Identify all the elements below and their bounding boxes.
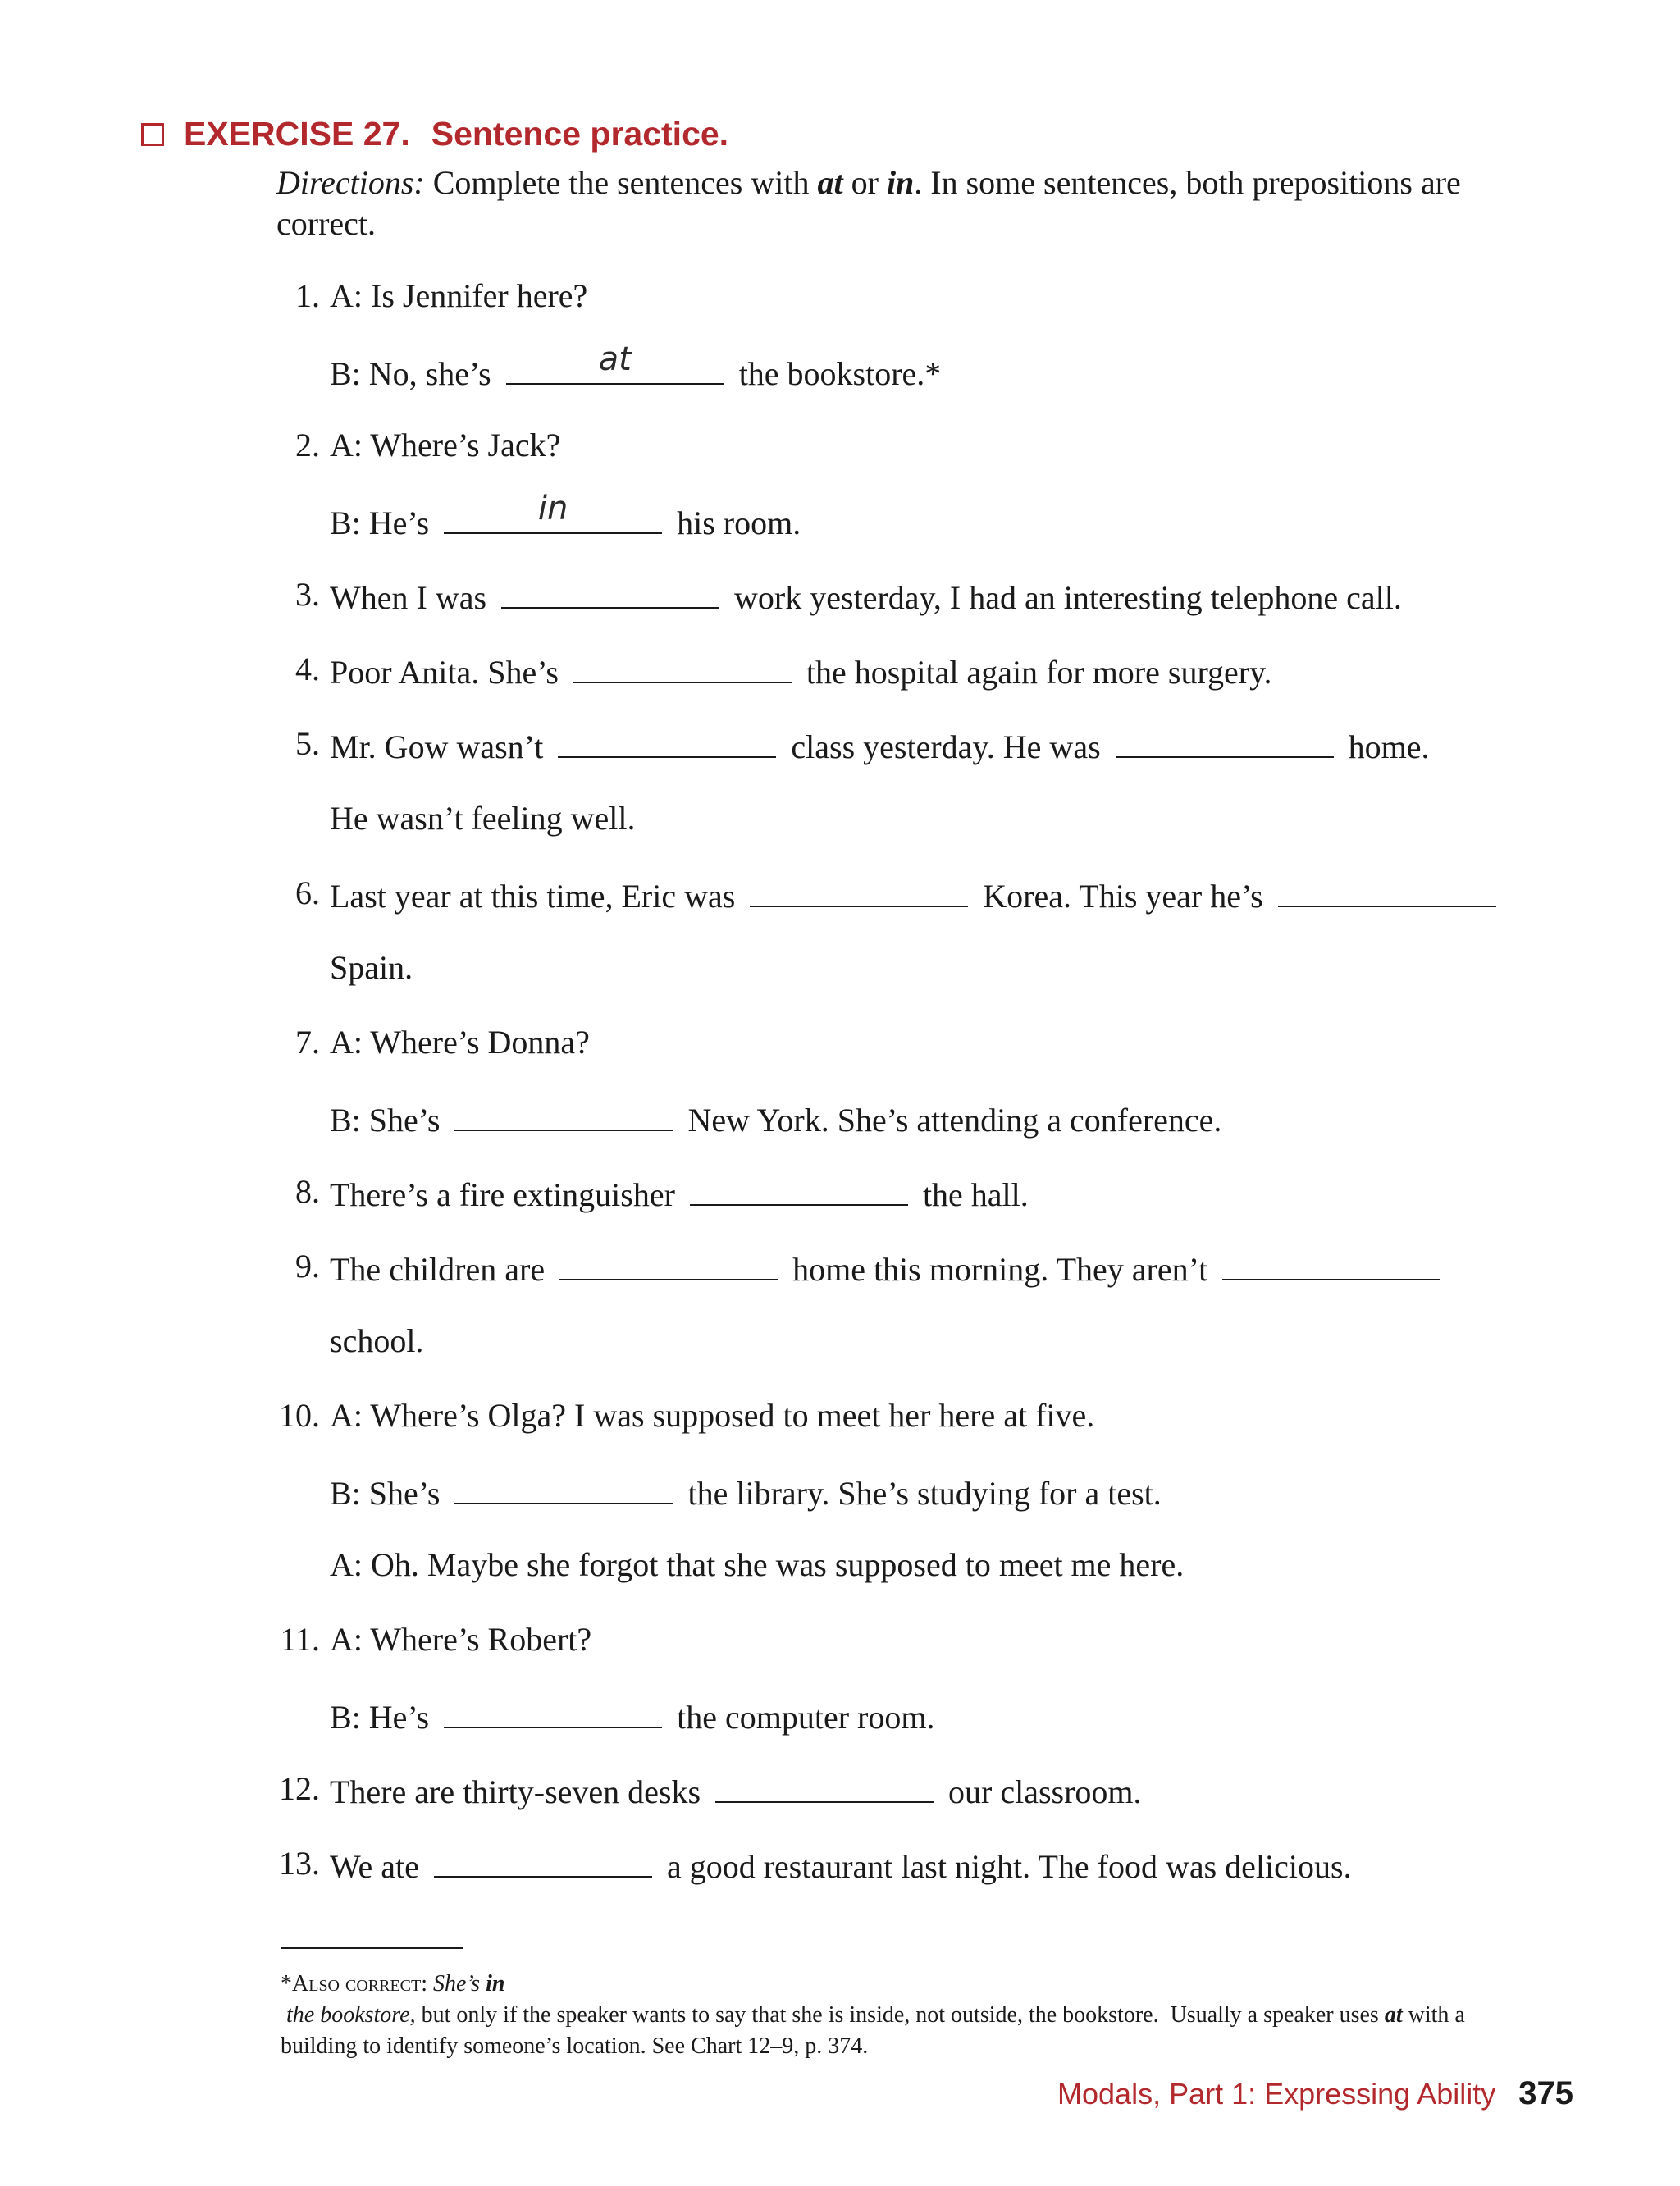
item-number: 3. bbox=[295, 576, 320, 613]
exercise-header bbox=[141, 115, 728, 153]
textbook-page: EXERCISE 27. Sentence practice. Directions: Complete the sentences with at or in. In some sentences, both prepositions are correct. 1. A: Is Jennifer here? B: No, she’s at the bookstore.* 2. A: Where’s Jack? B: He’s in his room. 3. When I was work yesterday, I had an interesting telephone call. 4. Poor Anita. She’s the hospital again for more surgery. 5. Mr. Gow wasn’t class yesterday. He was home. He wasn’t feeling well. 6. Last year at this time, Eric was Korea. This year he’s Spain. 7. A: Where’s Donna? B: She’s New York. She’s attending a conference. 8. There’s a fire extinguisher the hall. 9. The children are home this morning. They aren’t school. 10. A: Where’s Olga? I was supposed to meet her here at five. B: She’s the library. She’s studying for a test. A: Oh. Maybe she forgot that she was supposed to meet me here. 11. A: Where’s Robert? B: He’s the computer room. 12. There are thirty-seven desks our classroom. 13. We ate a good restaurant last night. The food was delicious. *Also correct: She’s in the bookstore, but only if the speaker wants to say that she is inside, not outside, the bookstore. Usually a speaker uses at with a building to identify someone’s location. See Chart 12–9, p. 374. Modals, Part 1: Expressing Ability 375 bbox=[0, 0, 1680, 2186]
answer-blank[interactable] bbox=[444, 1694, 662, 1728]
answer-blank[interactable] bbox=[558, 723, 776, 758]
keyword-in: in bbox=[886, 164, 915, 201]
item-number: 13. bbox=[279, 1845, 320, 1882]
item-number: 1. bbox=[295, 277, 320, 314]
exercise-checkbox[interactable] bbox=[141, 123, 164, 146]
item-number: 9. bbox=[295, 1248, 320, 1285]
item-number: 11. bbox=[280, 1621, 320, 1658]
footnote-label: Also correct: bbox=[292, 1971, 428, 1997]
answer-blank[interactable] bbox=[506, 340, 724, 385]
answer-blank[interactable] bbox=[573, 649, 792, 683]
chapter-title: Modals, Part 1: Expressing Ability bbox=[1057, 2077, 1496, 2111]
directions: Directions: Complete the sentences with at or in. In some sentences, both prepositions are correct. bbox=[276, 164, 1461, 242]
exercise-title: Sentence practice. bbox=[431, 115, 729, 153]
page-footer bbox=[1057, 2075, 1573, 2112]
item-number: 10. bbox=[279, 1397, 320, 1434]
answer-blank[interactable] bbox=[1116, 723, 1334, 758]
page-number: 375 bbox=[1518, 2075, 1573, 2111]
answer-blank[interactable] bbox=[434, 1843, 652, 1878]
item-number: 8. bbox=[295, 1173, 320, 1210]
item-number: 5. bbox=[295, 725, 320, 762]
footnote: *Also correct: She’s in the bookstore, but only if the speaker wants to say that she is inside, not outside, the bookstore. Usually a speaker uses at with a building to identify someone’s location. See Chart 12–9, p. 374. bbox=[281, 1971, 1465, 2059]
answer-blank[interactable] bbox=[1222, 1246, 1440, 1280]
sample-answer: in bbox=[537, 490, 568, 527]
item-number: 12. bbox=[279, 1770, 320, 1807]
item-number: 2. bbox=[295, 427, 320, 463]
item-number: 4. bbox=[295, 650, 320, 687]
answer-blank[interactable] bbox=[690, 1171, 908, 1206]
keyword-at: at bbox=[817, 164, 843, 201]
item-number: 7. bbox=[295, 1024, 320, 1061]
answer-blank[interactable] bbox=[715, 1768, 934, 1803]
footnote-divider bbox=[281, 1947, 463, 1949]
answer-blank[interactable] bbox=[454, 1470, 673, 1504]
answer-blank[interactable] bbox=[444, 490, 662, 534]
answer-blank[interactable] bbox=[454, 1097, 673, 1131]
answer-blank[interactable] bbox=[501, 574, 719, 609]
answer-blank[interactable] bbox=[559, 1246, 778, 1280]
answer-blank[interactable] bbox=[1278, 873, 1496, 907]
exercise-number: EXERCISE 27. bbox=[184, 115, 410, 153]
directions-label: Directions: bbox=[276, 164, 425, 201]
sample-answer: at bbox=[598, 340, 632, 378]
answer-blank[interactable] bbox=[750, 873, 968, 907]
item-number: 6. bbox=[295, 874, 320, 911]
